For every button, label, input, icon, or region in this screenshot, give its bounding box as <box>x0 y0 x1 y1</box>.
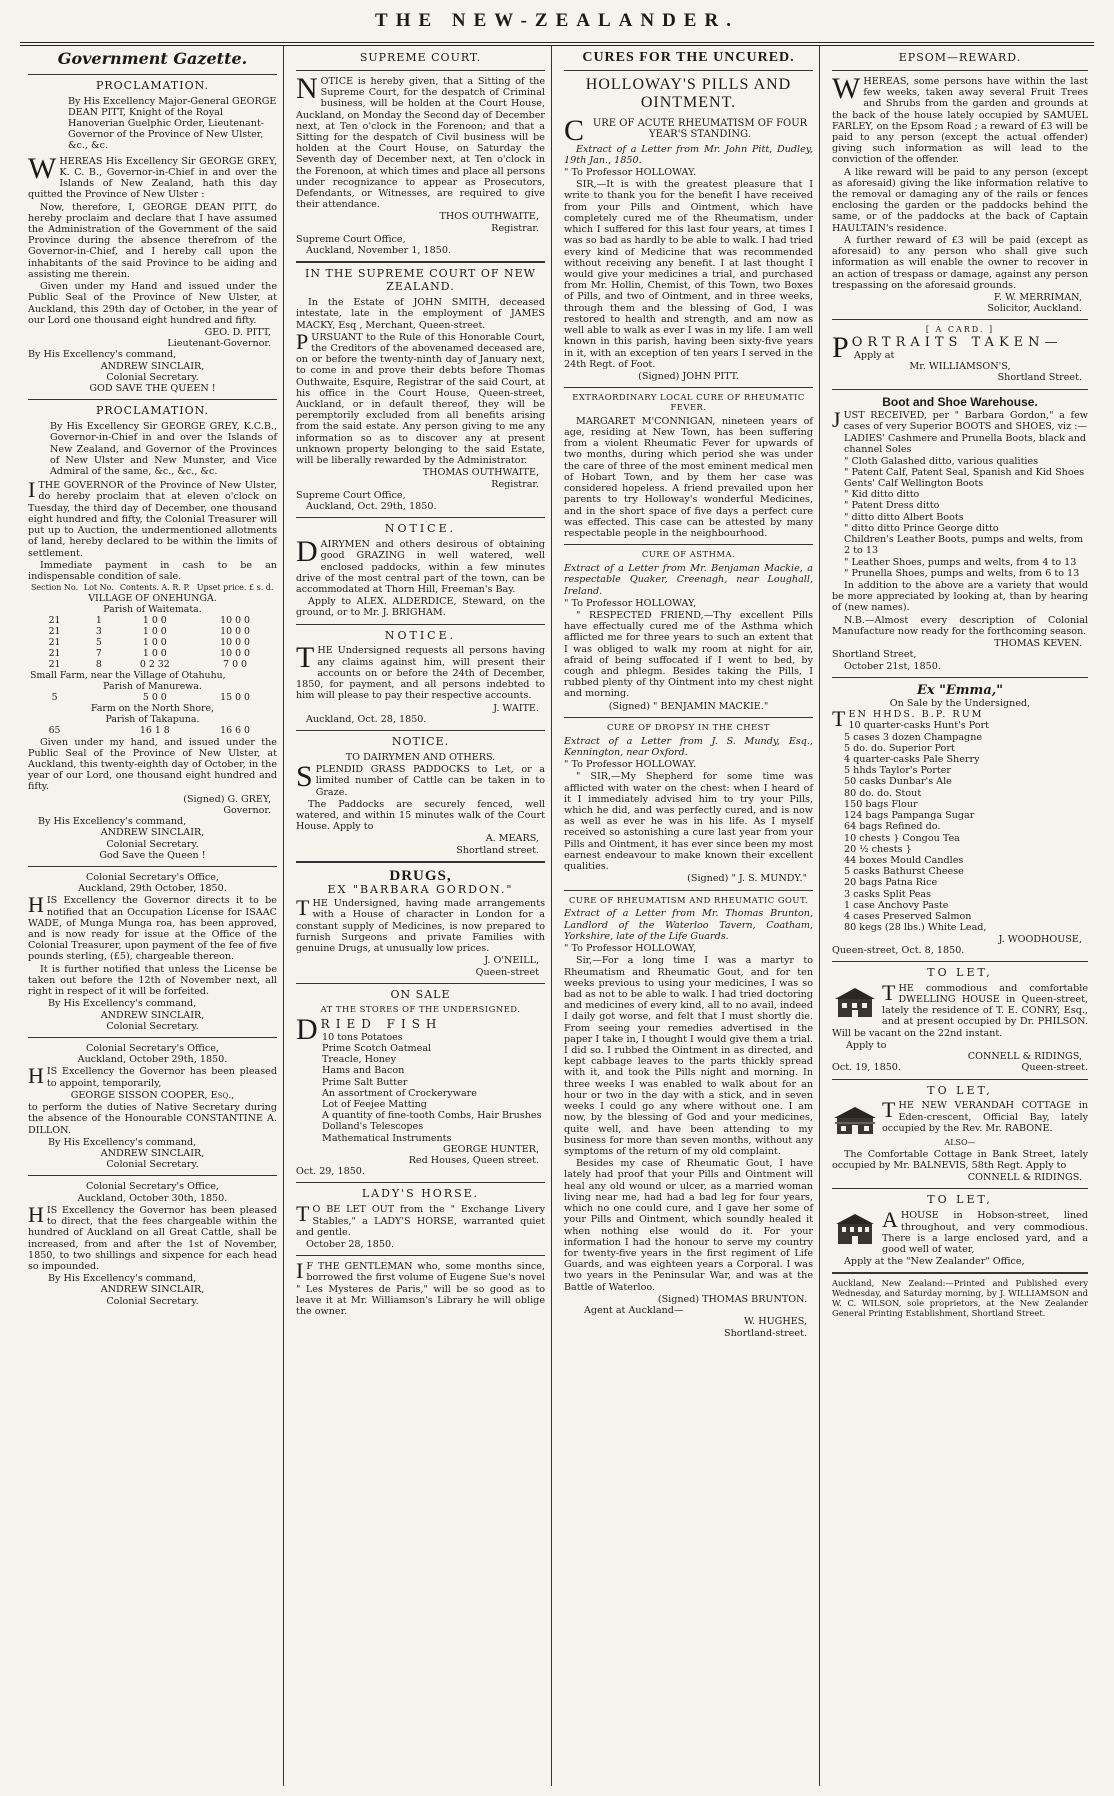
agent-label: Agent at Auckland— <box>584 1305 684 1317</box>
list-item: 10 quarter-casks Hunt's Port <box>848 720 989 732</box>
proclamation-1-body: WHEREAS His Excellency Sir GEORGE GREY, K. C. B., Governor-in-Chief in and over the Islands of New Zealand, hath this day quitted the Province of New Ulster : <box>28 151 277 201</box>
notice-2-command: By His Excellency's command, <box>48 1136 197 1148</box>
emma-date: Queen-street, Oct. 8, 1850. <box>832 944 965 956</box>
list-item: 10 tons Potatoes <box>322 1031 403 1043</box>
drugs-title: DRUGS, <box>389 867 452 884</box>
boot-warehouse-address: Shortland Street, <box>832 649 917 661</box>
cure-2-body: MARGARET M'CONNIGAN, nineteen years of age, residing at New Town, has been suffering from a violent Rheumatic Fever for upwards of two months, during which period she was under the care of three of the most eminent medical men of Hobart Town, and by them her case was considered hopeless. A friend prevailed upon her parents to try Holloway's wonderful Medicines, and in the short space of five days a perfect cure was effected. This case can be attested by many respectable people in the neighbourhood. <box>564 415 813 540</box>
table-row: 5 5 0 0 15 0 0 <box>51 691 250 703</box>
estate-body: PURSUANT to the Rule of this Honorable Court, the Creditors of the abovenamed deceased are, on or before the twenty-ninth day of January next, to come in and prove their debts before Thomas Outhwaite, Esquire, Registrar of the said Court, at his office in the Court House, Queen-street, Auckland, or in default thereof, they will be peremptorily excluded from all benefits arising from the said estate. Any person giving to me any information so as to discover any at present unknown property belonging to the said Estate, will be liberally rewarded by the Administrator. <box>296 328 545 467</box>
epsom-reward-signature: F. W. MERRIMAN, <box>993 292 1082 304</box>
ladys-horse-body: T O BE LET OUT from the " Exchange Livery Stables," a LADY'S HORSE, warranted quiet and gentle. <box>296 1201 545 1238</box>
notice-1-body-2: It is further notified that unless the License be taken out before the 12th of November next, all right in respect of it will be forfeited. <box>28 963 277 998</box>
proclamation-2-secretary-title: Colonial Secretary. <box>106 838 199 850</box>
notice-2-secretary: ANDREW SINCLAIR, <box>100 1147 205 1159</box>
boot-warehouse-body: JUST RECEIVED, per " Barbara Gordon," a few cases of very Superior BOOTS and SHOES, viz :— <box>832 406 1088 432</box>
supreme-court-title: SUPREME COURT. <box>359 51 482 64</box>
table-farm-1: Small Farm, near the Village of Otahuhu, <box>30 669 226 681</box>
cure-4-addressee: " To Professor HOLLOWAY. <box>564 759 697 771</box>
notice-3-command: By His Excellency's command, <box>48 1273 197 1285</box>
supreme-court-signature: THOS OUTHWAITE, <box>439 211 539 223</box>
table-header: Contents. A. R. P. <box>119 583 190 593</box>
list-item: " Patent Calf, Patent Seal, Spanish and Kid Shoes <box>844 466 1085 478</box>
gazette-heading: Government Gazette. <box>57 49 248 68</box>
on-sale-subtitle: AT THE STORES OF THE UNDERSIGNED. <box>320 1003 521 1014</box>
proclamation-2-command: By His Excellency's command, <box>38 816 187 828</box>
waite-notice-signature: J. WAITE. <box>493 702 539 714</box>
boot-warehouse-list <box>844 433 1088 579</box>
waite-notice-title: NOTICE. <box>384 628 457 642</box>
list-item: 20 ½ chests } <box>844 843 912 855</box>
to-let-2-also: ALSO— <box>944 1138 976 1148</box>
notice-2-secretary-title: Colonial Secretary. <box>106 1159 199 1171</box>
table-farm-2-parish: Parish of Takapuna. <box>105 713 200 725</box>
list-item: 44 boxes Mould Candles <box>844 855 964 866</box>
cure-3-addressee: " To Professor HOLLOWAY, <box>564 597 697 609</box>
proclamation-1-given: Given under my Hand and issued under the Public Seal of the Province of New Ulster, at Auckland, this 29th day of October, in the year of our Lord one thousand eight hundred and fifty. <box>28 281 277 326</box>
cures-heading: CURES FOR THE UNCURED. <box>582 50 795 65</box>
list-item: 5 do. do. Superior Port <box>844 742 955 754</box>
notice-3-body: HIS Excellency the Governor has been pleased to direct, that the fees chargeable within the hundred of Auckland on all Great Cattle, shall be increased, from and after the 1st of November, 1850, to two shillings and sixpence for each head so impounded. <box>28 1201 277 1272</box>
to-let-2-body: THE NEW VERANDAH COTTAGE in Eden-crescent, Official Bay, lately occupied by the Rev. Mr. RABONE. <box>832 1100 1088 1134</box>
cure-3-body: " RESPECTED FRIEND,—Thy excellent Pills have effectually cured me of the Asthma which afflicted me for three years to such an extent that I was obliged to walk my room at night for air, afraid of being suffocated if I went to bed, by cough and phlegm. Besides taking the Pills, I rubbed plenty of thy Ointment into my chest night and morning. <box>564 609 813 700</box>
notice-2-body-2: to perform the duties of Native Secretary during the absence of the Honourable CONSTANTINE A. DILLON. <box>28 1102 277 1136</box>
boot-warehouse-title: Boot and Shoe Warehouse. <box>882 394 1038 409</box>
cure-5-heading: CURE OF RHEUMATISM AND RHEUMATIC GOUT. <box>569 894 808 905</box>
cure-4-extract: Extract of a Letter from J. S. Mundy, Esq., Kennington, near Oxford. <box>564 735 813 758</box>
cure-2-heading: EXTRAORDINARY LOCAL CURE OF RHEUMATIC FEVER. <box>572 392 805 412</box>
proclamation-1-signature: GEO. D. PITT, <box>204 326 271 338</box>
boot-warehouse-nb: N.B.—Almost every description of Colonial Manufacture now ready for the forthcoming season. <box>832 614 1088 637</box>
notice-1-command: By His Excellency's command, <box>48 998 197 1010</box>
column-3 <box>558 46 820 1786</box>
list-item: Lot of Feejee Matting <box>322 1098 427 1110</box>
proclamation-2-secretary: ANDREW SINCLAIR, <box>100 827 205 839</box>
newspaper-title: THE NEW-ZEALANDER. <box>375 10 739 31</box>
proclamation-2-title: PROCLAMATION. <box>95 404 210 418</box>
table-header: Lot No. <box>83 583 114 593</box>
proclamation-1-secretary-title: Colonial Secretary. <box>106 371 199 383</box>
to-let-1-apply: Apply to <box>846 1039 887 1051</box>
cure-5-addressee: " To Professor HOLLOWAY, <box>564 943 697 955</box>
epsom-reward-signature-title: Solicitor, Auckland. <box>987 303 1082 315</box>
table-village: VILLAGE OF ONEHUNGA. <box>88 592 217 604</box>
supreme-court-date: Auckland, November 1, 1850. <box>306 245 451 257</box>
cure-5-body: Sir,—For a long time I was a martyr to Rheumatism and Rheumatic Gout, and for ten weeks previous to using your medicines, I was so bad as not to be able to walk. I had tried doctoring and medicines of every kind, all to no avail, indeed I daily got worse, and felt that I must shortly die. From seeing your remedies advertised in the paper I take in, I thought I would give them a trial. I did so. I rubbed the Ointment in as directed, and kept cabbage leaves to the parts thickly spread with it, and took the Pills night and morning. In three weeks I was enabled to walk about for an hour or two in the day with a stick, and in seven weeks I could go any where without one. I am now, by the blessing of God and your medicines, quite well, and have been attending to my business for more than seven months, without any symptoms of the return of my old complaint. <box>564 955 813 1157</box>
proclamation-1-by: By His Excellency Major-General GEORGE DEAN PITT, Knight of the Royal Hanoverian Guelphic Order, Lieutenant-Governor of the Province of New Ulster, &c., &c. <box>68 95 277 152</box>
emma-signature: J. WOODHOUSE, <box>998 933 1082 945</box>
table-row: 21 1 1 0 0 10 0 0 <box>48 614 250 626</box>
drugs-subtitle: EX "BARBARA GORDON." <box>327 883 514 897</box>
notice-2-appointee: GEORGE SISSON COOPER, Esq., <box>70 1089 235 1101</box>
table-row: 21 8 0 2 32 7 0 0 <box>48 658 248 670</box>
dairymen-notice-title: NOTICE. <box>384 522 457 536</box>
supreme-court-signature-title: Registrar. <box>491 222 539 234</box>
boot-warehouse-signature: THOMAS KEVEN. <box>994 638 1082 650</box>
to-let-1-date: Oct. 19, 1850. <box>832 1062 901 1074</box>
to-let-1-body: THE commodious and comfortable DWELLING HOUSE in Queen-street, lately the residence of T. E. CONRY, Esq., and at present occupied by Dr. PHILSON. Will be vacant on the 22nd instant. <box>832 979 1088 1039</box>
agent-name: W. HUGHES, <box>743 1316 807 1328</box>
table-parish: Parish of Waitemata. <box>103 603 202 615</box>
notice-3-office: Colonial Secretary's Office, <box>86 1181 219 1193</box>
paddocks-notice-subtitle: TO DAIRYMEN AND OTHERS. <box>345 751 496 763</box>
estate-office: Supreme Court Office, <box>296 489 406 501</box>
cure-1-body: SIR,—It is with the greatest pleasure that I write to thank you for the benefit I have received from your Pills and Ointment, which have completely cured me of the Rheumatism, under which I suffered for this last four years, at times I was so bad as hardly to be able to walk. I had tried every kind of Medicine that was recommended without receiving any benefit. I at last thought I would give your medicines a trial, and purchased from Mr. Hollin, Chemist, of this Town, two Boxes of Pills, and two of Ointment, and in three weeks, through them and the blessing of God, I was restored to health and strength, and am now as well able to walk as ever I was in my life. I am well known in this parish, having been sixty-five years in it, with an exception of ten years I served in the 24th Regt. of Foot. <box>564 179 813 370</box>
list-item: 124 bags Pampanga Sugar <box>844 810 975 822</box>
table-row: 21 7 1 0 0 10 0 0 <box>48 647 250 659</box>
ladys-horse-date: October 28, 1850. <box>306 1239 395 1250</box>
cure-5-body-2: Besides my case of Rheumatic Gout, I have lately had proof that your Pills and Ointment will heal any old wound or ulcer, as a married woman living near me, had had a bad leg for four years, which no one could cure, and I gave her some of your Pills and Ointment, which soundly healed it when nothing else would do it. For your information I had the honour to serve my country for twenty-five years in the first regiment of Life Guards, and was eighteen years a Corporal. I was two years in the Peninsular War, and was at the Battle of Waterloo. <box>564 1158 813 1293</box>
to-let-2-signature: CONNELL & RIDINGS. <box>967 1172 1082 1184</box>
paddocks-notice-title: NOTICE. <box>391 735 450 749</box>
cure-1-addressee: " To Professor HOLLOWAY. <box>564 167 697 179</box>
proclamation-1-title: PROCLAMATION. <box>95 78 210 92</box>
table-farm-1-parish: Parish of Manurewa. <box>103 680 202 692</box>
list-item: 20 bags Patna Rice <box>844 877 938 889</box>
to-let-3-body: AHOUSE in Hobson-street, lined throughout, and very commodious. There is a large enclosed yard, and a good well of water, <box>832 1210 1088 1255</box>
list-item: An assortment of Crockeryware <box>322 1087 477 1099</box>
building-icon <box>832 1212 878 1246</box>
ladys-horse-title: LADY'S HORSE. <box>361 1187 480 1201</box>
waite-notice-body: THE Undersigned requests all persons having any claims against him, will present their accounts on or before the 24th of December, 1850, for payment, and all persons indebted to him will please to pay their respective accounts. <box>296 641 545 702</box>
list-item: 5 cases 3 dozen Champagne <box>844 731 983 743</box>
to-let-2-title: TO LET, <box>927 1083 993 1097</box>
drugs-address: Queen-street <box>475 966 539 978</box>
table-header: Upset price. £ s. d. <box>196 583 274 593</box>
to-let-1-title: TO LET, <box>927 965 993 979</box>
list-item: 50 casks Dunbar's Ale <box>844 776 952 788</box>
proclamation-2-signature: (Signed) G. GREY, <box>183 793 271 805</box>
list-item: " Cloth Galashed ditto, various qualities <box>844 455 1039 467</box>
column-1 <box>22 46 284 1786</box>
table-farm-2: Farm on the North Shore, <box>90 702 215 714</box>
epsom-reward-body: WHEREAS, some persons have within the last few weeks, taken away several Fruit Trees and Shrubs from the garden and grounds at the back of the house lately occupied by SAMUEL FARLEY, on the Epsom Road ; a reward of £3 will be paid to any person (except the actual offender) giving such information as will lead to the conviction of the offender. <box>832 71 1088 166</box>
cure-3-heading: CURE OF ASTHMA. <box>641 549 736 560</box>
cure-5-signature: (Signed) THOMAS BRUNTON. <box>657 1293 807 1305</box>
paddocks-notice-body-2: The Paddocks are securely fenced, well watered, and within 15 minutes walk of the Court House. Apply to <box>296 798 545 833</box>
list-item: LADIES' Cashmere and Prunella Boots, black and channel Soles <box>844 433 1087 456</box>
notice-1-secretary: ANDREW SINCLAIR, <box>100 1009 205 1021</box>
emma-heading: TEN HHDS. B.P. RUM <box>832 706 984 732</box>
holloway-heading: HOLLOWAY'S PILLS AND OINTMENT. <box>585 76 792 111</box>
list-item: " Leather Shoes, pumps and welts, from 4 to 13 <box>844 556 1077 568</box>
portraits-apply: Apply at <box>854 350 895 362</box>
on-sale-title: ON SALE <box>390 987 451 1001</box>
cure-4-heading: CURE OF DROPSY IN THE CHEST <box>607 721 770 732</box>
list-item: Dolland's Telescopes <box>322 1121 424 1133</box>
supreme-court-body: NOTICE is hereby given, that a Sitting of the Supreme Court, for the despatch of Criminal business, will be holden at the Court House, Auckland, on Monday the Second day of December next, at Ten o'clock in the Forenoon; and that a Sitting for the despatch of Civil business will be holden at the Court House, on Saturday the Seventh day of December next, at Ten o'clock in the Forenoon, at which times and place all persons under recognizance to appear as Prosecutors, Defendants, or Witnesses, are required to give their attendance. <box>296 71 545 211</box>
notice-2-body: HIS Excellency the Governor has been pleased to appoint, temporarily, <box>28 1063 277 1089</box>
notice-3-secretary: ANDREW SINCLAIR, <box>100 1284 205 1296</box>
list-item: Treacle, Honey <box>322 1054 397 1066</box>
to-let-1-where: Queen-street. <box>1021 1062 1088 1074</box>
estate-title: IN THE SUPREME COURT OF NEW ZEALAND. <box>305 267 536 294</box>
notice-1-body: HIS Excellency the Governor directs it to be notified that an Occupation License for ISAAC WADE, of Munga Munga roa, has been approved, and is now ready for issue at the Office of the Colonial Treasurer, upon payment of the fee of five pounds sterling, (£5), chargeable thereon. <box>28 892 277 963</box>
proclamation-1-now: Now, therefore, I, GEORGE DEAN PITT, do hereby proclaim and declare that I have assumed the Administration of the Government of the said Province during the absence therefrom of the Governor-in-Chief, and I hereby call upon the inhabitants of the said Province to be aiding and assisting me therein. <box>28 201 277 280</box>
list-item: A quantity of fine-tooth Combs, Hair Brushes <box>322 1110 542 1122</box>
list-item: 64 bags Refined do. <box>844 821 941 833</box>
gentleman-notice: I F THE GENTLEMAN who, some months since, borrowed the first volume of Eugene Sue's novel " Les Mysteres de Paris," will be so good as to leave it at Mr. Williamson's Library he will oblige the owner. <box>296 1258 545 1318</box>
list-item: " Patent Dress ditto <box>844 500 940 512</box>
estate-signature-title: Registrar. <box>491 478 539 490</box>
cure-1-signature: (Signed) JOHN PITT. <box>638 370 739 382</box>
notice-1-date: Auckland, 29th October, 1850. <box>78 883 227 895</box>
notice-1-office: Colonial Secretary's Office, <box>86 871 219 883</box>
list-item: 1 case Anchovy Paste <box>844 899 949 911</box>
notice-3-date: Auckland, October 30th, 1850. <box>77 1192 228 1204</box>
proclamation-1-command: By His Excellency's command, <box>28 349 177 361</box>
proclamation-2-immediate: Immediate payment in cash to be an indispensable condition of sale. <box>28 559 277 582</box>
table-row: 21 5 1 0 0 10 0 0 <box>48 636 250 648</box>
cure-5-extract: Extract of a Letter from Mr. Thomas Brunton, Landlord of the Waterloo Tavern, Coatham, Yorkshire, late of the Life Guards. <box>564 908 813 942</box>
proclamation-1-secretary: ANDREW SINCLAIR, <box>100 360 205 372</box>
on-sale-heading: DRIED FISH <box>296 1013 443 1047</box>
estate-date: Auckland, Oct. 29th, 1850. <box>306 501 437 513</box>
to-let-1-footer <box>832 1062 1088 1073</box>
supreme-court-office: Supreme Court Office, <box>296 233 406 245</box>
dairymen-notice-apply: Apply to ALEX. ALDERDICE, Steward, on the ground, or to Mr. J. BRIGHAM. <box>296 596 545 619</box>
proclamation-1-signature-title: Lieutenant-Governor. <box>167 338 271 350</box>
paddocks-notice-body: SPLENDID GRASS PADDOCKS to Let, or a limited number of Cattle can be taken in to Graze. <box>296 760 545 798</box>
list-item: 4 cases Preserved Salmon <box>844 911 972 923</box>
notice-2-office: Colonial Secretary's Office, <box>86 1043 219 1055</box>
notice-1-secretary-title: Colonial Secretary. <box>106 1020 199 1032</box>
portraits-who: Mr. WILLIAMSON'S, <box>909 361 1011 373</box>
land-lots-table <box>28 583 277 735</box>
cure-4-signature: (Signed) " J. S. MUNDY." <box>687 873 807 885</box>
proclamation-2-given: Given under my hand, and issued under the Public Seal of the Province of New Ulster, at Auckland, this twenty-eighth day of October, in the year of our Lord, one thousand eight hundred and fifty. <box>28 736 277 793</box>
proclamation-2-god-save: God Save the Queen ! <box>99 849 206 861</box>
cure-3-signature: (Signed) " BENJAMIN MACKIE." <box>608 700 769 712</box>
waite-notice-date: Auckland, Oct. 28, 1850. <box>306 713 427 725</box>
cure-1-extract: Extract of a Letter from Mr. John Pitt, Dudley, 19th Jan., 1850. <box>564 143 813 166</box>
emma-title: Ex "Emma," <box>916 682 1004 698</box>
masthead <box>20 8 1094 46</box>
list-item: Children's Leather Boots, pumps and welts, from 2 to 13 <box>844 534 1083 557</box>
list-item: 4 quarter-casks Pale Sherry <box>844 754 980 766</box>
on-sale-list <box>322 1032 545 1144</box>
proclamation-1-god-save: GOD SAVE THE QUEEN ! <box>89 383 216 395</box>
list-item: " Kid ditto ditto <box>844 489 920 501</box>
list-item: 3 casks Split Peas <box>844 888 932 900</box>
list-item: 80 do. do. Stout <box>844 787 922 799</box>
cottage-icon <box>832 1102 878 1136</box>
list-item: Hams and Bacon <box>322 1065 405 1077</box>
to-let-3-apply: Apply at the "New Zealander" Office, <box>844 1256 1025 1268</box>
drugs-signature: J. O'NEILL, <box>484 955 539 967</box>
notice-3-secretary-title: Colonial Secretary. <box>106 1295 199 1307</box>
paddocks-notice-address: Shortland street. <box>456 844 539 856</box>
list-item: Prime Scotch Oatmeal <box>322 1042 432 1054</box>
epsom-reward-body-3: A further reward of £3 will be paid (except as aforesaid) to any person who shall give such information as will enable the owner to recover in an action of trespass or damage, against any person trespassing on the aforesaid grounds. <box>832 234 1088 291</box>
table-header: Section No. <box>30 583 79 593</box>
estate-signature: THOMAS OUTHWAITE, <box>422 467 539 479</box>
on-sale-signature: GEORGE HUNTER, <box>443 1143 539 1155</box>
drugs-body: THE Undersigned, having made arrangements with a House of character in London for a constant supply of Medicines, is now prepared to furnish Surgeons and private Families with genuine Drugs, at unusually low prices. <box>296 895 545 955</box>
cure-3-extract: Extract of a Letter from Mr. Benjaman Mackie, a respectable Quaker, Creenagh, near Loughall, Ireland. <box>564 563 813 597</box>
paddocks-notice-signature: A. MEARS, <box>485 833 539 845</box>
boot-warehouse-body-2: In addition to the above are a variety that would be more appreciated by looking at, than by hearing of (new names). <box>832 579 1088 614</box>
list-item: 5 casks Bathurst Cheese <box>844 866 964 878</box>
emma-subtitle: On Sale by the Undersigned, <box>889 697 1031 709</box>
to-let-3-title: TO LET, <box>927 1193 993 1207</box>
estate-intro: In the Estate of JOHN SMITH, deceased intestate, late in the employment of JAMES MACKY, Esq , Merchant, Queen-street. <box>296 297 545 331</box>
cure-4-body: " SIR,—My Shepherd for some time was afflicted with water on the chest: when I heard of it I immediately advised him to try your Pills, which he did, and was perfectly cured, and is now as well as ever he was in his life. As I myself received so astonishing a cure last year from your Pills and Ointment, it has ever since been my most earnest endeavour to make known their excellent qualities. <box>564 771 813 873</box>
table-row: 65 16 1 8 16 6 0 <box>48 724 250 736</box>
epsom-reward-body-2: A like reward will be paid to any person (except as aforesaid) giving the like information relative to the removal or damaging any of the rails or fences enclosing the garden or the paddocks behind the same, or of the paddocks at the back of Captain HAULTAIN's residence. <box>832 166 1088 234</box>
proclamation-2-signature-title: Governor. <box>223 804 271 816</box>
on-sale-address: Red Houses, Queen street. <box>408 1155 539 1167</box>
cure-1-heading: C URE OF ACUTE RHEUMATISM OF FOUR YEAR'S STANDING. <box>564 113 808 147</box>
list-item: 10 chests } Congou Tea <box>844 832 960 844</box>
notice-2-date: Auckland, October 29th, 1850. <box>77 1054 228 1066</box>
list-item: " ditto ditto Albert Boots <box>844 511 964 523</box>
list-item: " ditto ditto Prince George ditto <box>844 522 999 534</box>
on-sale-date: Oct. 29, 1850. <box>296 1166 365 1178</box>
portraits-where: Shortland Street. <box>997 372 1082 384</box>
to-let-2-body-2: The Comfortable Cottage in Bank Street, lately occupied by Mr. BALNEVIS, 58th Regt. Apply to <box>832 1148 1088 1172</box>
proclamation-2-by: By His Excellency Sir GEORGE GREY, K.C.B., Governor-in-Chief in and over the Islands of New Zealand, and Governor of the Provinces of New Ulster and New Munster, and Vice Admiral of the same, &c., &c., &c. <box>50 421 277 477</box>
table-row: 21 3 1 0 0 10 0 0 <box>48 625 250 637</box>
house-icon <box>832 985 878 1019</box>
list-item: Gents' Calf Wellington Boots <box>844 478 984 490</box>
portraits-heading: PORTRAITS TAKEN— <box>832 330 1063 364</box>
emma-list <box>844 720 1088 933</box>
imprint: Auckland, New Zealand:—Printed and Published every Wednesday, and Saturday morning, by J. WILLIAMSON and W. C. WILSON, sole proprietors, at the New Zealander General Printing Establishment, Shortland Street. <box>832 1278 1088 1318</box>
boot-warehouse-date: October 21st, 1850. <box>844 660 941 672</box>
to-let-1-signature: CONNELL & RIDINGS, <box>967 1051 1082 1063</box>
dairymen-notice-body: DAIRYMEN and others desirous of obtaining good GRAZING in well watered, well enclosed paddocks, within a few minutes drive of the most central part of the town, can be accommodated at Thorn Hill, Freeman's Bay. <box>296 535 545 595</box>
column-4 <box>826 46 1094 1786</box>
list-item: " Prunella Shoes, pumps and welts, from 6 to 13 <box>844 567 1080 579</box>
card-label: [ A CARD. ] <box>925 325 995 335</box>
proclamation-2-body: ITHE GOVERNOR of the Province of New Ulster, do hereby proclaim that at eleven o'clock on Tuesday, the third day of December, one thousand eight hundred and fifty, the Colonial Treasurer will put up to Auction, the undermentioned allotments of land, hereby declared to be within the limits of settlement. <box>28 477 277 559</box>
list-item: 150 bags Flour <box>844 798 918 810</box>
list-item: 80 kegs (28 lbs.) White Lead, <box>844 922 987 934</box>
agent-address: Shortland-street. <box>724 1327 807 1339</box>
list-item: Mathematical Instruments <box>322 1132 452 1144</box>
column-2 <box>290 46 552 1786</box>
list-item: Prime Salt Butter <box>322 1076 408 1088</box>
epsom-reward-title: EPSOM—REWARD. <box>898 51 1022 64</box>
list-item: 5 hhds Taylor's Porter <box>844 765 952 777</box>
